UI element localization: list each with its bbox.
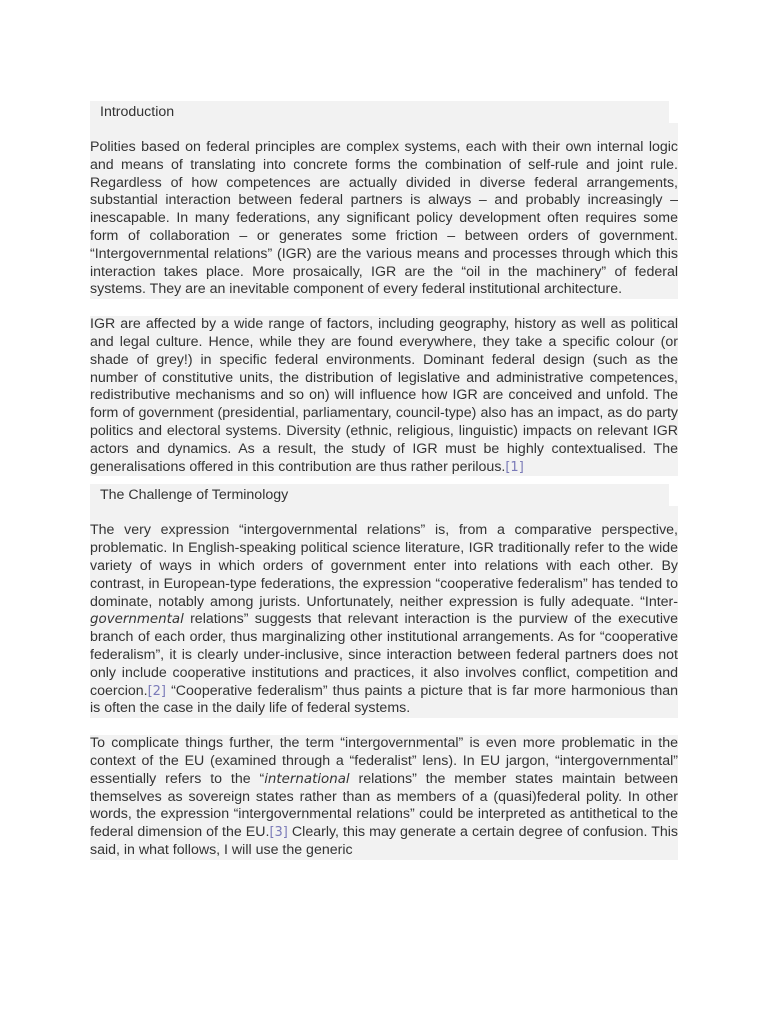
section-heading-introduction: Introduction (90, 101, 669, 123)
paragraph-4-italic: international (264, 771, 350, 787)
paragraph-1: Polities based on federal principles are complex systems, each with their own internal logic and means of translating into concrete forms the combination of self-rule and joint rule. Regardless of how competences are actually divided in diverse federal arrangements, substantial interaction between federal partners is always – and probably increasingly – inescapable. In many federations, any significant policy development often requires some form of collaboration – or generates some friction – between orders of government. “Intergovernmental relations” (IGR) are the various means and processes through which this interaction takes place. More prosaically, IGR are the “oil in the machinery” of federal systems. They are an inevitable component of every federal institutional architecture. (90, 139, 678, 298)
section-heading-terminology: The Challenge of Terminology (90, 484, 669, 506)
paragraph-3 (90, 522, 678, 718)
paragraph-gap (90, 718, 678, 735)
paragraph-4 (90, 735, 678, 860)
paragraph-3-text-c: “Cooperative federalism” thus paints a picture that is far more harmonious than is often the case in the daily life of federal systems. (90, 682, 678, 717)
paragraph-3-italic: governmental (90, 612, 184, 628)
paragraph-4-text-a: To complicate things further, the term “intergovernmental” is even more problematic in the context of the EU (examined through a “federalist” lens). In EU jargon, “intergovernmental” essentially refers to the “ (90, 735, 678, 787)
spacer (90, 476, 678, 484)
paragraph-3-block (90, 522, 678, 718)
spacer (90, 506, 678, 522)
spacer (90, 123, 678, 139)
paragraph-3-text-b: relations” suggests that relevant interaction is the purview of the executive branch of each order, thus marginalizing other institutional arrangements. As for “cooperative federalism”, it is clearly under-inclusive, since interaction between federal partners does not only include cooperative institutions and practices, it also involves conflict, competition and coercion. (90, 611, 678, 699)
paragraph-4-text-b: relations” the member states maintain between themselves as sovereign states rather than as members of a (quasi)federal polity. In other words, the expression “intergovernmental relations” could be interpreted as antithetical to the federal dimension of the EU. (90, 770, 678, 841)
paragraph-gap (90, 299, 678, 316)
paragraph-2-block (90, 316, 678, 476)
paragraph-2-text: IGR are affected by a wide range of factors, including geography, history as well as political and legal culture. Hence, while they are found everywhere, they take a specific colour (or shade of grey!) in specific federal environments. Dominant federal design (such as the number of constitutive units, the distribution of legislative and administrative competences, redistributive mechanisms and so on) will influence how IGR are conceived and unfold. The form of government (presidential, parliamentary, council-type) also has an impact, as do party politics and electoral systems. Diversity (ethnic, religious, linguistic) impacts on relevant IGR actors and dynamics. As a result, the study of IGR must be highly contextualised. The generalisations offered in this contribution are thus rather perilous. (90, 316, 678, 475)
footnote-link-3[interactable]: [3] (269, 825, 288, 841)
paragraph-1-block (90, 139, 678, 299)
document-page (90, 101, 678, 860)
paragraph-4-block (90, 735, 678, 860)
paragraph-2 (90, 316, 678, 476)
paragraph-3-text-a: The very expression “intergovernmental relations” is, from a comparative perspective, problematic. In English-speaking political science literature, IGR traditionally refer to the wide variety of ways in which orders of government enter into relations with each other. By contrast, in European-type federations, the expression “cooperative federalism” has tended to dominate, notably among jurists. Unfortunately, neither expression is fully adequate. “Inter- (90, 522, 678, 610)
footnote-link-1[interactable]: [1] (505, 459, 524, 475)
footnote-link-2[interactable]: [2] (147, 683, 166, 699)
paragraph-4-text-c: Clearly, this may generate a certain degree of confusion. This said, in what follows, I will use the generic (90, 824, 678, 858)
